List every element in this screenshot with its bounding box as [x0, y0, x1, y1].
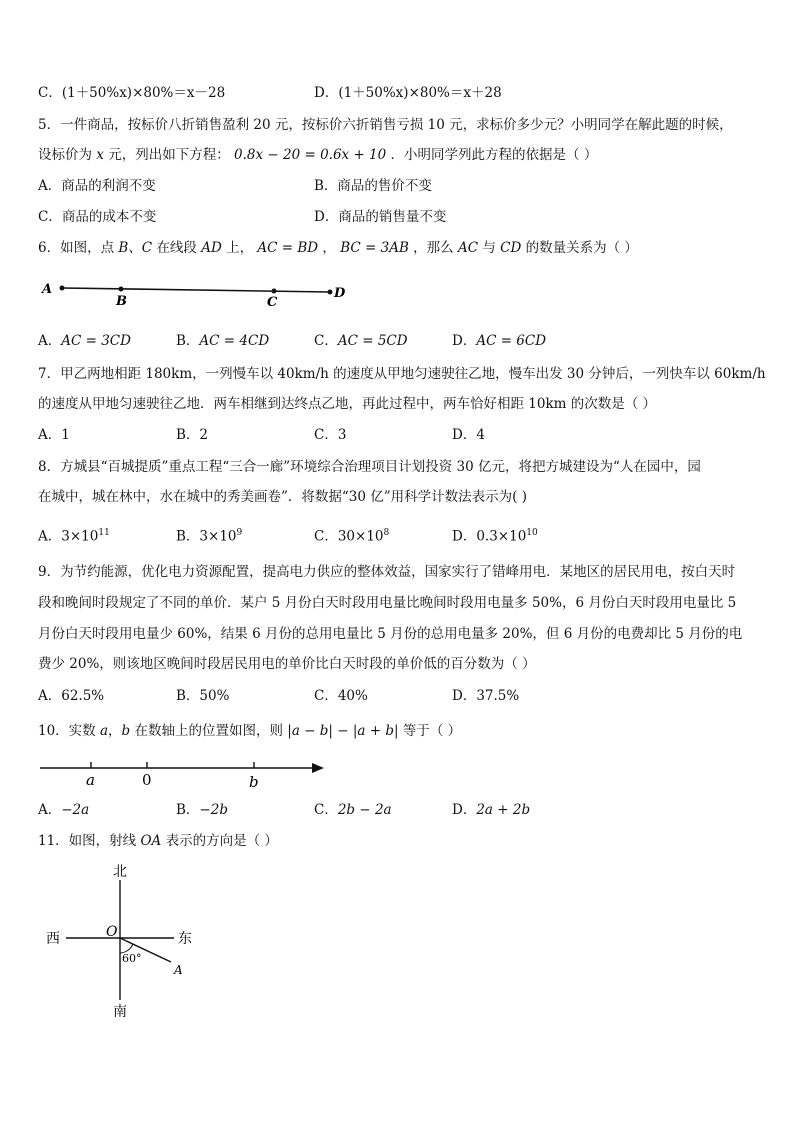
q10-expression: |a − b| − |a + b|	[287, 723, 399, 739]
q7-stem-line2: 的速度从甲地匀速驶往乙地．两车相继到达终点乙地，再此过程中，两车恰好相距 10km 的次数是（ ）	[38, 396, 657, 412]
q7-option-b: B．2	[176, 427, 209, 443]
q6-segment: AD	[201, 240, 222, 256]
label-east: 东	[178, 931, 192, 947]
option-exponent: 8	[383, 528, 390, 538]
q5-var-x: x	[96, 147, 104, 163]
option-value: AC = 3CD	[61, 333, 131, 349]
q9-stem-line2: 段和晚间时段规定了不同的单价．某户 5 月份白天时段用电量比晚间时段用电量多 50%，6 月份白天时段用电量比 5	[38, 595, 737, 611]
point-a	[60, 286, 65, 291]
q5-stem-line1: 5．一件商品，按标价八折销售盈利 20 元，按标价六折销售亏损 10 元，求标价多少元？小明同学在解此题的时候，	[38, 117, 733, 133]
q5-text: 元，列出如下方程：	[108, 147, 230, 163]
option-value: AC = 6CD	[476, 333, 547, 349]
q11-ray-oa: OA	[140, 833, 162, 849]
q10-option-d	[452, 801, 530, 819]
q8-option-d	[452, 524, 538, 546]
q6-ac: AC	[457, 240, 479, 256]
q6-condition-1: AC = BD	[257, 240, 319, 256]
q9-option-d: D．37.5%	[452, 688, 520, 704]
q6-stem	[38, 239, 638, 257]
q6-text: 与	[482, 240, 496, 256]
point-b	[119, 287, 124, 292]
q10-stem	[38, 722, 461, 740]
label-a: A	[174, 963, 183, 977]
label-north: 北	[113, 864, 127, 880]
q6-option-b	[176, 332, 269, 350]
q11-text: 表示的方向是（ ）	[165, 833, 278, 849]
q6-segment-figure	[36, 278, 366, 310]
q6-option-d	[452, 332, 546, 350]
q4-option-d: D．(1＋50%x)×80%＝x＋28	[314, 85, 502, 101]
q5-option-a: A．商品的利润不变	[38, 178, 156, 194]
q6-text: ，	[322, 240, 336, 256]
option-base: 0.3×10	[476, 528, 527, 545]
q6-points: B、C	[118, 240, 153, 256]
option-base: 3×10	[199, 528, 237, 545]
label-south: 南	[113, 1004, 127, 1020]
arrow-right-icon	[312, 763, 324, 773]
q5-stem-line2	[38, 146, 597, 164]
option-exponent: 11	[98, 528, 110, 538]
option-label: A．	[38, 333, 62, 349]
option-label: D．	[452, 802, 477, 818]
q10-var-b: b	[121, 723, 131, 739]
option-label: B．	[176, 528, 200, 545]
q8-option-c	[314, 524, 389, 546]
q10-text: 10．实数	[38, 723, 96, 739]
q6-text: 的数量关系为（ ）	[525, 240, 638, 256]
option-value: 2b − 2a	[337, 802, 392, 818]
q9-stem-line4: 费少 20%，则该地区晚间时段居民用电的单价比白天时段的单价低的百分数为（ ）	[38, 656, 536, 672]
option-value: −2b	[199, 802, 228, 818]
q7-stem-line1: 7．甲乙两地相距 180km，一列慢车以 40km/h 的速度从甲地匀速驶往乙地，慢车出发 30 分钟后，一列快车以 60km/h	[38, 366, 766, 382]
q10-number-line	[36, 756, 336, 792]
q5-equation: 0.8x − 20 = 0.6x + 10	[234, 147, 387, 163]
q8-stem-line2: 在城中，城在林中，水在城中的秀美画卷”．将数据“30 亿”用科学计数法表示为( )	[38, 489, 527, 505]
option-exponent: 9	[236, 528, 243, 538]
q5-option-c: C．商品的成本不变	[38, 209, 157, 225]
q6-text: 6．如图，点	[38, 240, 115, 256]
q10-option-b	[176, 801, 228, 819]
option-base: 30×10	[337, 528, 384, 545]
q9-stem-line1: 9．为节约能源，优化电力资源配置，提高电力供应的整体效益，国家实行了错峰用电．某地区的居民用电，按白天时	[38, 564, 736, 580]
q4-option-c: C．(1＋50%x)×80%＝x－28	[38, 85, 226, 101]
option-label: A．	[38, 802, 62, 818]
q10-text: 在数轴上的位置如图，则	[134, 723, 283, 739]
q8-stem-line1: 8．方城县“百城提质”重点工程“三合一廊”环境综合治理项目计划投资 30 亿元，将把方城建设为“人在园中，园	[38, 459, 701, 475]
label-c: C	[267, 295, 278, 310]
q6-option-c	[314, 332, 408, 350]
option-exponent: 10	[526, 528, 538, 538]
q11-stem	[38, 832, 278, 850]
option-value: AC = 4CD	[199, 333, 270, 349]
option-label: C．	[314, 528, 338, 545]
q10-option-a	[38, 801, 89, 819]
q6-option-a	[38, 332, 131, 350]
q5-option-b: B．商品的售价不变	[314, 178, 432, 194]
option-label: B．	[176, 802, 200, 818]
q6-cd: CD	[500, 240, 522, 256]
segment-ad	[62, 288, 330, 292]
option-value: AC = 5CD	[337, 333, 408, 349]
label-origin: O	[106, 924, 118, 940]
option-label: B．	[176, 333, 200, 349]
q5-text: 设标价为	[38, 147, 92, 163]
q8-option-a	[38, 524, 110, 546]
q6-condition-2: BC = 3AB	[340, 240, 409, 256]
label-a: a	[86, 771, 95, 789]
option-value: −2a	[61, 802, 90, 818]
q9-option-c: C．40%	[314, 688, 368, 704]
option-label: D．	[452, 333, 477, 349]
q9-option-a: A．62.5%	[38, 688, 105, 704]
point-c	[272, 289, 277, 294]
label-b: b	[249, 773, 259, 791]
q7-option-d: D．4	[452, 427, 485, 443]
option-label: A．	[38, 528, 62, 545]
label-zero: 0	[142, 771, 152, 789]
label-b: B	[116, 294, 127, 309]
option-label: D．	[452, 528, 477, 545]
q7-option-a: A．1	[38, 427, 70, 443]
q9-option-b: B．50%	[176, 688, 230, 704]
option-value: 2a + 2b	[476, 802, 531, 818]
q10-option-c	[314, 801, 392, 819]
q6-text: 在线段	[156, 240, 197, 256]
q5-text: ．小明同学列此方程的依据是（ ）	[390, 147, 598, 163]
q10-var-a: a	[99, 723, 109, 739]
option-label: C．	[314, 802, 338, 818]
q9-stem-line3: 月份白天时段用电量少 60%，结果 6 月份的总用电量比 5 月份的总用电量多 20%，但 6 月份的电费却比 5 月份的电	[38, 626, 743, 642]
q10-text: 等于（ ）	[402, 723, 462, 739]
label-west: 西	[46, 931, 60, 947]
q6-text: ，那么	[413, 240, 454, 256]
q7-option-c: C．3	[314, 427, 347, 443]
q11-text: 11．如图，射线	[38, 833, 137, 849]
label-a: A	[42, 282, 53, 297]
label-d: D	[334, 286, 346, 301]
q10-text: ，	[108, 723, 122, 739]
q5-option-d: D．商品的销售量不变	[314, 209, 447, 225]
q11-compass-figure	[40, 858, 220, 1024]
point-d	[328, 290, 333, 295]
angle-label: 60°	[122, 952, 142, 965]
q8-option-b	[176, 524, 242, 546]
option-base: 3×10	[61, 528, 99, 545]
q6-text: 上，	[226, 240, 254, 256]
option-label: C．	[314, 333, 338, 349]
